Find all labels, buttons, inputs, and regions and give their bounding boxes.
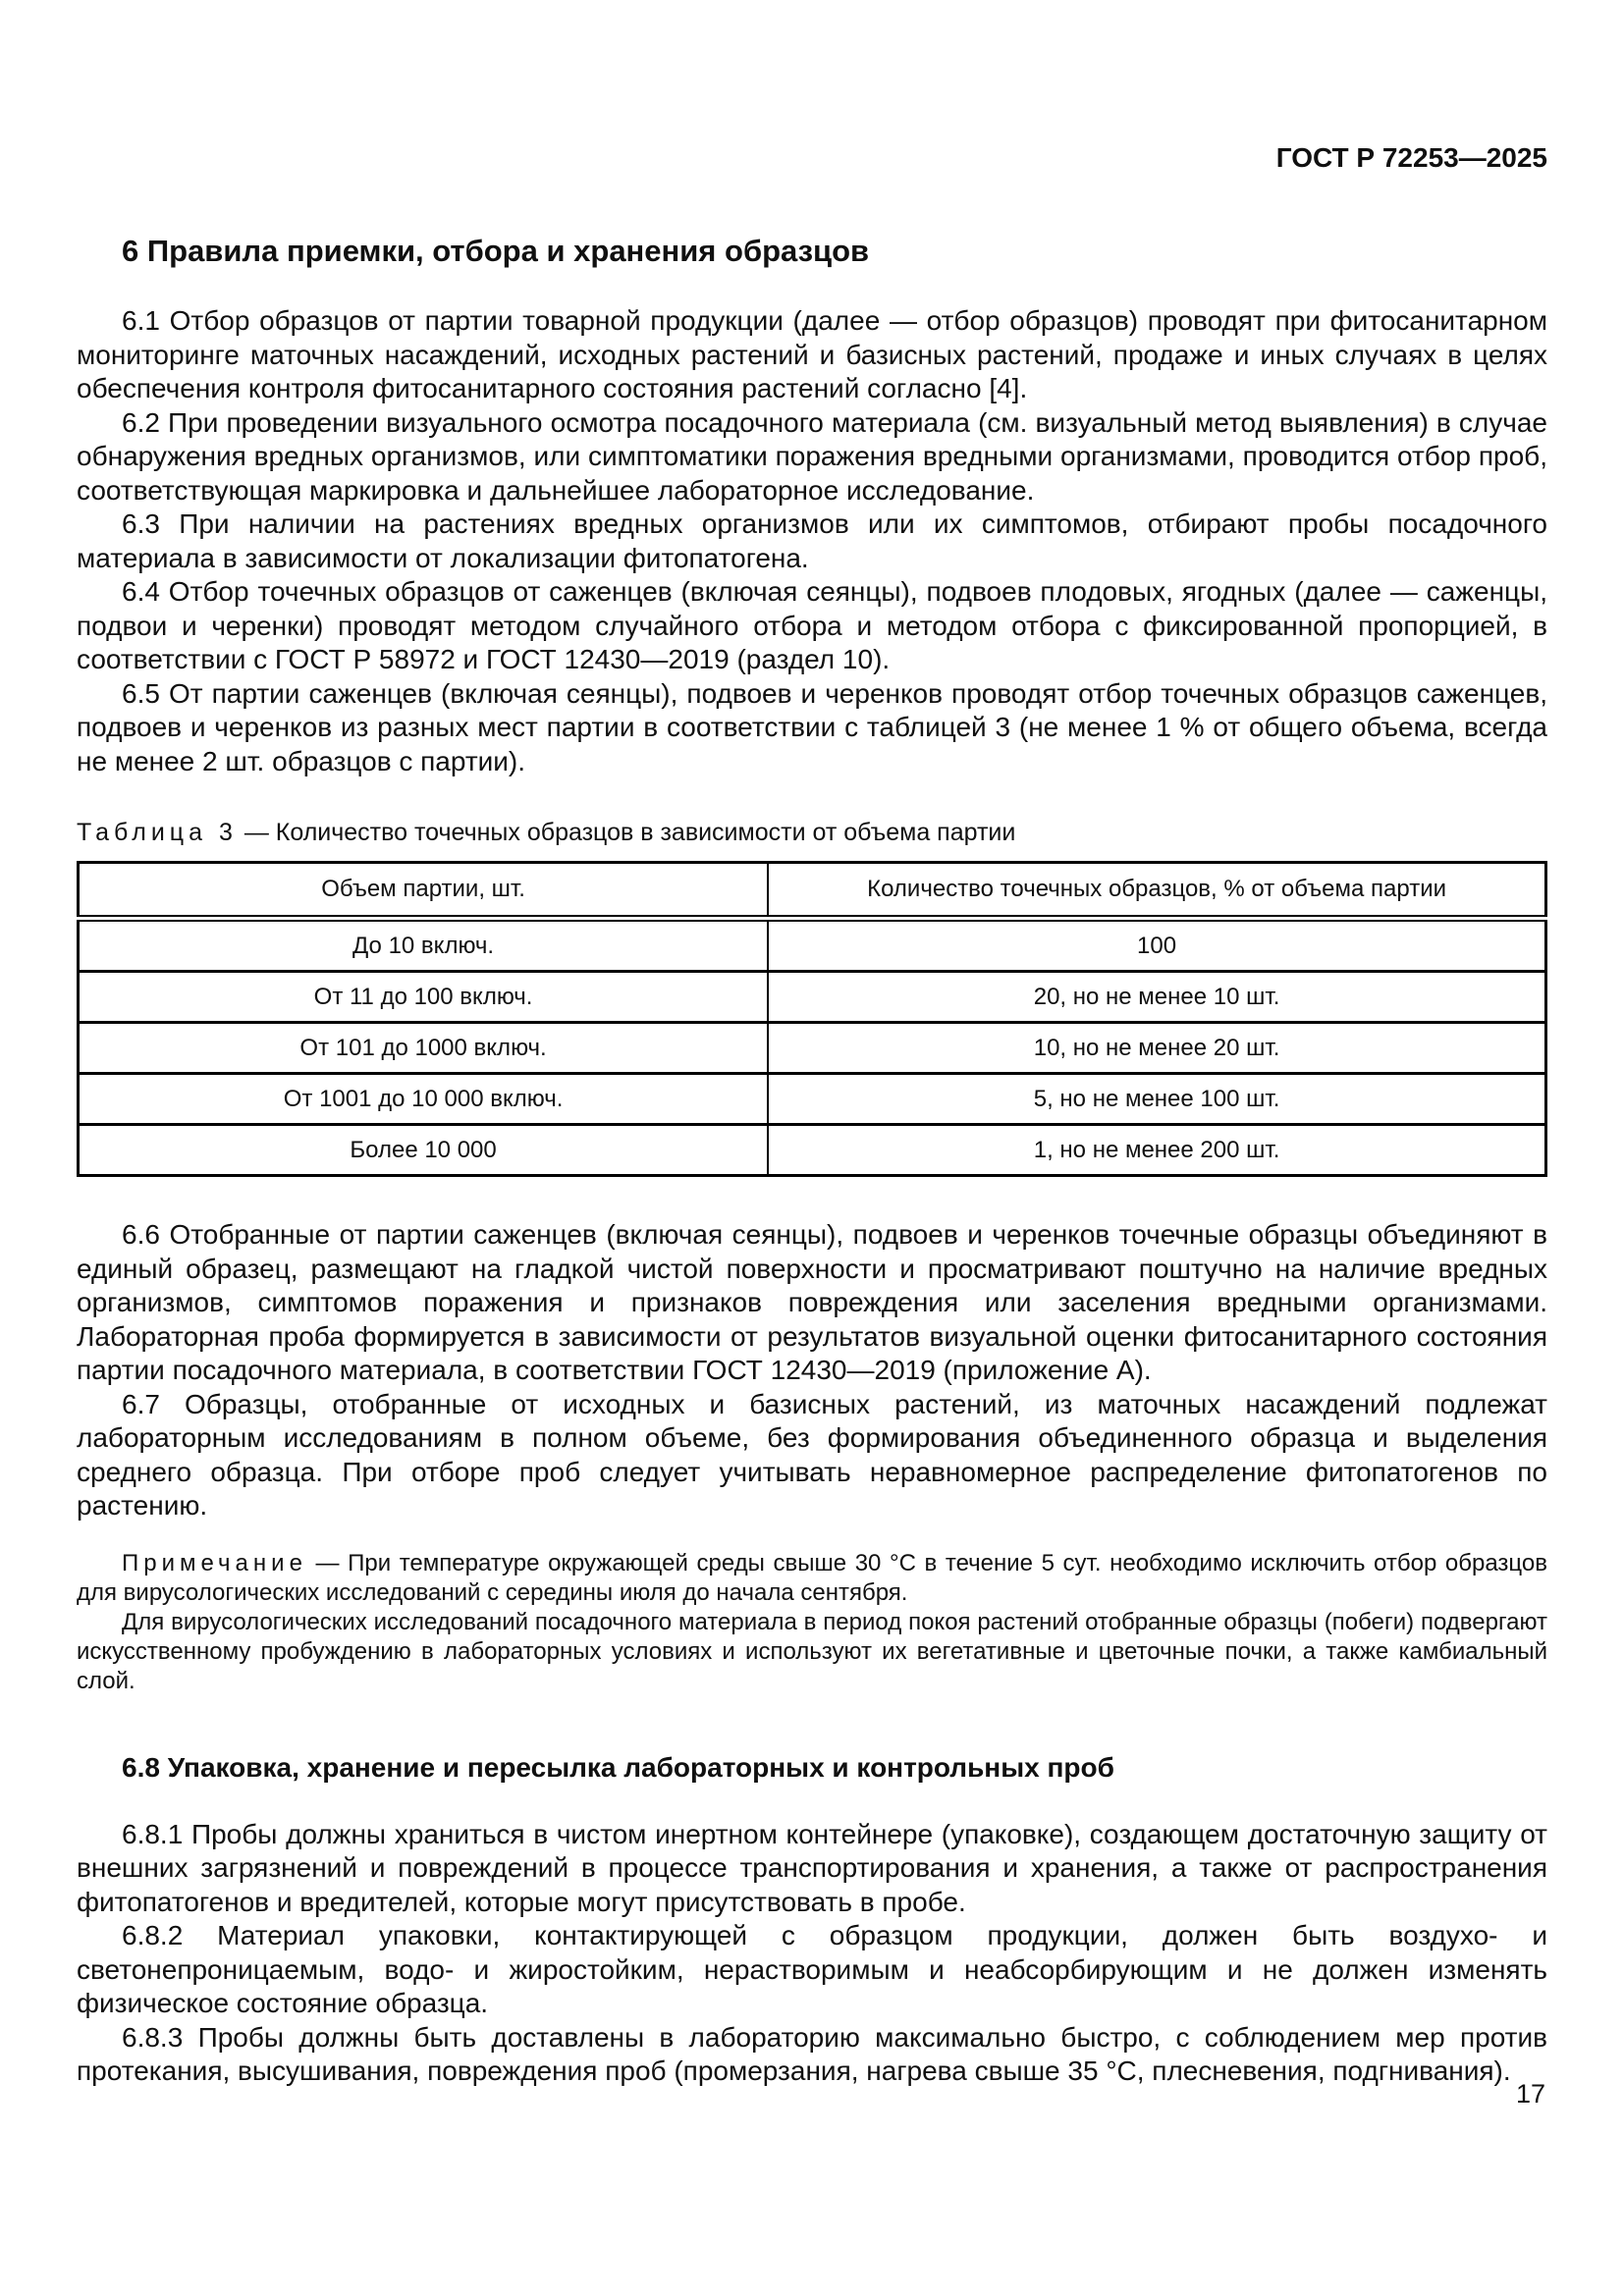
cell-quantity: 5, но не менее 100 шт. — [768, 1074, 1545, 1125]
cell-volume: От 1001 до 10 000 включ. — [79, 1074, 769, 1125]
table-row — [79, 1074, 1546, 1125]
table-caption-text: — Количество точечных образцов в зависимости от объема партии — [244, 819, 1016, 846]
subsection-title: 6.8 Упаковка, хранение и пересылка лабораторных и контрольных проб — [122, 1751, 1114, 1783]
note-text: — При температуре окружающей среды свыше 30 °С в течение 5 сут. необходимо исключить отбор образцов для вирусологических исследований с середины июля до начала сентября. — [77, 1549, 1547, 1606]
column-header-batch-volume: Объем партии, шт. — [79, 863, 769, 919]
note-additional-paragraph: Для вирусологических исследований посадочного материала в период покоя растений отобранные образцы (побеги) подвергают искусственному пробуждению в лабораторных условиях и используют их вегетативные и цветочные почки, а также камбиальный слой. — [77, 1608, 1547, 1694]
paragraph-6-6: 6.6 Отобранные от партии саженцев (включая сеянцы), подвоев и черенков точечные образцы объединяют в единый образец, размещают на гладкой чистой поверхности и просматривают поштучно на наличие вредных организмов, симптомов поражения и признаков повреждения или заселения вредными организмами. Лабораторная проба формируется в зависимости от результатов визуальной оценки фитосанитарного состояния партии посадочного материала, в соответствии ГОСТ 12430—2019 (приложение А). — [77, 1219, 1547, 1385]
table-row — [79, 1023, 1546, 1074]
column-header-sample-quantity: Количество точечных образцов, % от объема партии — [768, 863, 1545, 919]
cell-volume: Более 10 000 — [79, 1125, 769, 1176]
paragraph-6-7: 6.7 Образцы, отобранные от исходных и базисных растений, из маточных насаждений подлежат лабораторным исследованиям в полном объеме, без формирования объединенного образца и выделения среднего образца. При отборе проб следует учитывать неравномерное распределение фитопатогенов по растению. — [77, 1388, 1547, 1521]
cell-volume: От 101 до 1000 включ. — [79, 1023, 769, 1074]
table-header-row — [79, 863, 1546, 919]
cell-quantity: 20, но не менее 10 шт. — [768, 972, 1545, 1023]
table-row — [79, 972, 1546, 1023]
note-label: Примечание — [122, 1549, 307, 1576]
table-caption-label: Таблица 3 — [77, 819, 238, 846]
paragraph-6-4: 6.4 Отбор точечных образцов от саженцев (включая сеянцы), подвоев плодовых, ягодных (далее — саженцы, подвои и черенки) проводят методом случайного отбора и методом отбора с фиксированной пропорцией, в соответствии с ГОСТ Р 58972 и ГОСТ 12430—2019 (раздел 10). — [77, 576, 1547, 674]
note — [77, 1549, 1547, 1608]
paragraph-6-1: 6.1 Отбор образцов от партии товарной продукции (далее — отбор образцов) проводят при фитосанитарном мониторинге маточных насаждений, исходных растений и базисных растений, продаже и иных случаях в целях обеспечения контроля фитосанитарного состояния растений согласно [4]. — [77, 305, 1547, 403]
cell-volume: От 11 до 100 включ. — [79, 972, 769, 1023]
paragraph-6-5: 6.5 От партии саженцев (включая сеянцы), подвоев и черенков проводят отбор точечных образцов саженцев, подвоев и черенков из разных мест партии в соответствии с таблицей 3 (не менее 1 % от общего объема, всегда не менее 2 шт. образцов с партии). — [77, 677, 1547, 776]
cell-quantity: 1, но не менее 200 шт. — [768, 1125, 1545, 1176]
table-row — [79, 919, 1546, 972]
table-row — [79, 1125, 1546, 1176]
section-title: 6 Правила приемки, отбора и хранения образцов — [122, 234, 870, 268]
paragraph-6-3: 6.3 При наличии на растениях вредных организмов или их симптомов, отбирают пробы посадочного материала в зависимости от локализации фитопатогена. — [77, 508, 1547, 573]
page-number: 17 — [1515, 2079, 1545, 2109]
paragraph-6-8-2: 6.8.2 Материал упаковки, контактирующей с образцом продукции, должен быть воздухо- и светонепроницаемым, водо- и жиростойким, нерастворимым и неабсорбирующим и не должен изменять физическое состояние образца. — [77, 1920, 1547, 2018]
paragraph-6-8-1: 6.8.1 Пробы должны храниться в чистом инертном контейнере (упаковке), создающем достаточную защиту от внешних загрязнений и повреждений в процессе транспортирования и хранения, а также от распространения фитопатогенов и вредителей, которые могут присутствовать в пробе. — [77, 1818, 1547, 1917]
sampling-table — [77, 861, 1547, 1177]
cell-quantity: 100 — [768, 919, 1545, 972]
running-header — [77, 0, 1547, 173]
cell-volume: До 10 включ. — [79, 919, 769, 972]
cell-quantity: 10, но не менее 20 шт. — [768, 1023, 1545, 1074]
table-caption — [77, 818, 1547, 847]
standard-number: ГОСТ Р 72253—2025 — [1275, 142, 1547, 173]
paragraph-6-2: 6.2 При проведении визуального осмотра посадочного материала (см. визуальный метод выявления) в случае обнаружения вредных организмов, или симптоматики поражения вредными организмами, проводится отбор проб, соответствующая маркировка и дальнейшее лабораторное исследование. — [77, 406, 1547, 506]
paragraph-6-8-3: 6.8.3 Пробы должны быть доставлены в лабораторию максимально быстро, с соблюдением мер против протекания, высушивания, повреждения проб (промерзания, нагрева свыше 35 °С, плесневения, подгнивания). — [77, 2021, 1547, 2086]
